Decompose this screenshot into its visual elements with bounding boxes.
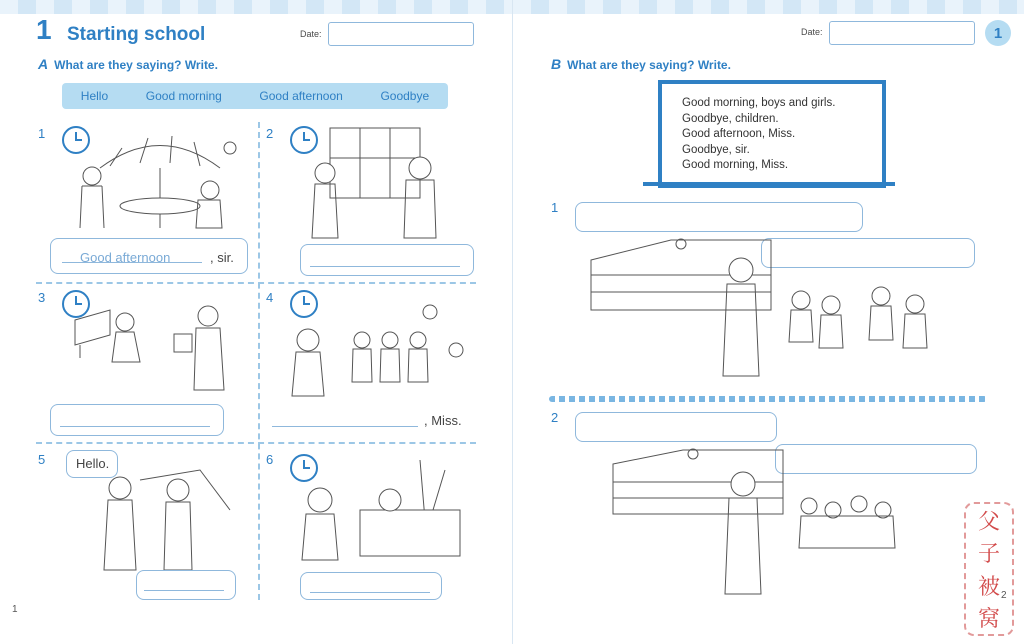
section-b-instruction: What are they saying? Write. [567,58,731,72]
answer-bubble[interactable] [300,244,474,276]
section-a-letter: A [38,56,49,72]
school-building-scene-illustration [591,230,951,380]
board-line: Good morning, boys and girls. [682,97,836,109]
board-line: Goodbye, children. [682,112,779,125]
classroom-line-scene-illustration [290,300,480,400]
seal-stamp [964,502,1014,636]
example-answer: Good afternoon [80,250,171,265]
page-number: 2 [1001,590,1007,601]
seal-character: 被 [977,574,1000,600]
word-bank [62,83,448,109]
write-line [272,426,418,427]
scene-divider [549,396,987,402]
phrase-board [658,80,886,188]
panel-divider-horizontal [36,282,476,284]
decorative-top-band [0,0,512,14]
board-line: Good afternoon, Miss. [682,128,796,140]
date-field[interactable] [328,22,474,46]
decorative-top-band [513,0,1024,14]
panel-number: 1 [38,126,46,141]
bedroom-scene-illustration [280,460,470,570]
panel-number: 6 [266,452,274,467]
speech-text: Hello. [76,456,110,471]
date-label: Date: [300,29,322,39]
section-b-heading [551,56,731,72]
unit-badge: 1 [985,20,1011,46]
school-gate-scene-illustration [280,128,470,238]
write-line [144,590,224,591]
seal-character: 子 [977,542,1000,568]
answer-suffix: , Miss. [424,413,462,428]
board-ledge [643,182,895,186]
panel-number: 4 [266,290,274,305]
section-a-instruction: What are they saying? Write. [54,58,218,72]
unit-title: Starting school [67,24,206,45]
answer-bubble[interactable] [575,202,863,232]
date-field[interactable] [829,21,975,45]
panel-number: 2 [266,126,274,141]
date-label: Date: [801,27,823,37]
panel-divider-vertical [258,122,260,600]
write-line [310,592,430,593]
panel-divider-horizontal [36,442,476,444]
board-line: Goodbye, sir. [682,143,750,156]
write-line [310,266,460,267]
unit-number: 1 [36,14,52,45]
page-number: 1 [12,604,18,615]
word-bank-item: Good afternoon [259,89,343,103]
panel-number: 5 [38,452,46,467]
answer-suffix: , sir. [210,250,234,265]
section-a-heading [38,56,218,72]
scene-number: 2 [551,410,559,425]
scene-number: 1 [551,200,559,215]
answer-bubble[interactable] [575,412,777,442]
write-line [60,426,210,427]
word-bank-item: Hello [80,89,109,103]
right-page [512,0,1024,644]
panel-number: 3 [38,290,46,305]
board-line: Good morning, Miss. [682,159,789,171]
section-b-letter: B [551,56,562,72]
restaurant-scene-illustration [70,128,250,238]
word-bank-item: Good morning [145,89,222,103]
seal-character: 窝 [977,607,1000,633]
answer-bubble[interactable] [50,404,224,436]
word-bank-item: Goodbye [380,89,430,103]
school-building-scene-illustration [613,444,913,600]
answer-bubble[interactable] [300,572,442,600]
park-scene-illustration [70,300,250,400]
seal-character: 父 [977,509,1000,535]
answer-bubble[interactable] [136,570,236,600]
